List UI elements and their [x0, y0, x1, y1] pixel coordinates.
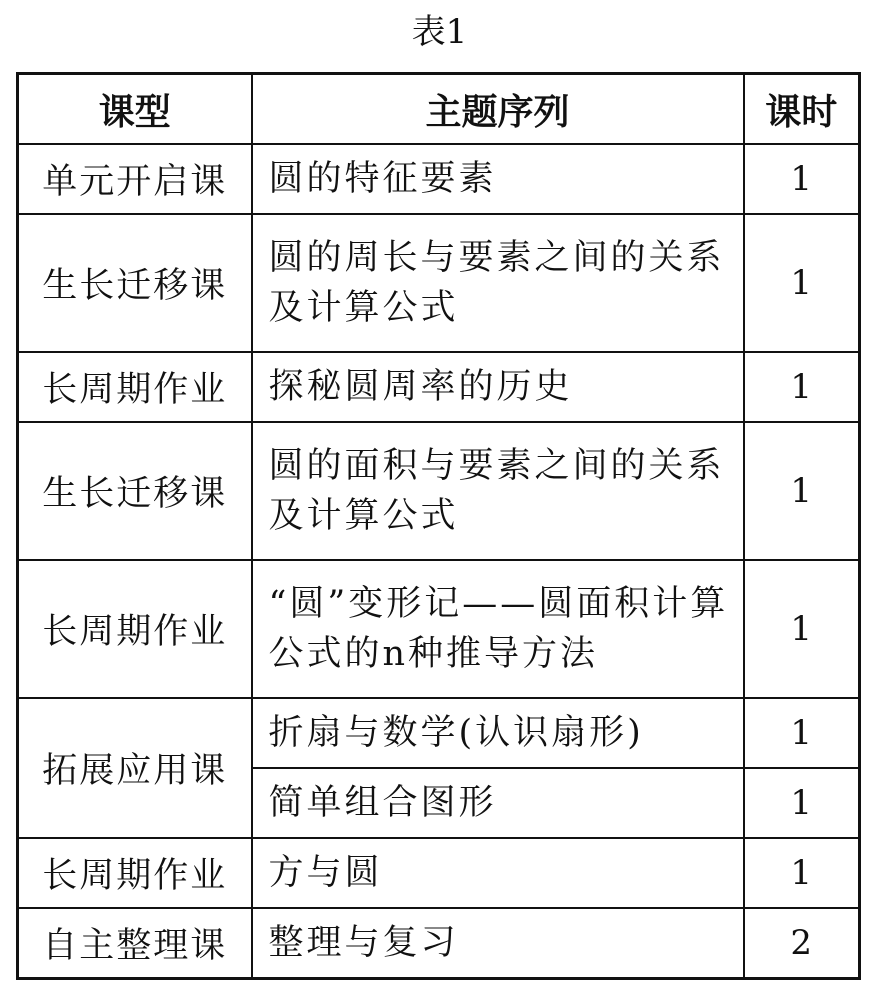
cell-topic: 圆的周长与要素之间的关系及计算公式 [252, 214, 744, 352]
cell-topic: 简单组合图形 [252, 768, 744, 838]
table-row [18, 838, 860, 908]
cell-topic: 探秘圆周率的历史 [252, 352, 744, 422]
cell-type: 长周期作业 [18, 560, 252, 698]
cell-topic: 方与圆 [252, 838, 744, 908]
cell-type: 单元开启课 [18, 144, 252, 214]
cell-type: 生长迁移课 [18, 422, 252, 560]
cell-type: 长周期作业 [18, 838, 252, 908]
cell-hours: 2 [744, 908, 860, 979]
cell-type: 拓展应用课 [18, 698, 252, 838]
header-type: 课型 [18, 74, 252, 145]
cell-hours: 1 [744, 560, 860, 698]
table-row [18, 560, 860, 698]
table-row [18, 422, 860, 560]
table-row [18, 908, 860, 979]
cell-topic: 圆的特征要素 [252, 144, 744, 214]
cell-topic: “圆”变形记——圆面积计算公式的n种推导方法 [252, 560, 744, 698]
cell-topic: 折扇与数学(认识扇形) [252, 698, 744, 768]
cell-hours: 1 [744, 422, 860, 560]
cell-hours: 1 [744, 144, 860, 214]
cell-topic: 圆的面积与要素之间的关系及计算公式 [252, 422, 744, 560]
table-row [18, 214, 860, 352]
cell-type: 生长迁移课 [18, 214, 252, 352]
table-caption: 表1 [411, 12, 468, 52]
table-row [18, 352, 860, 422]
cell-topic: 整理与复习 [252, 908, 744, 979]
header-hours: 课时 [744, 74, 860, 145]
cell-hours: 1 [744, 768, 860, 838]
table-row [18, 698, 860, 768]
cell-hours: 1 [744, 214, 860, 352]
cell-hours: 1 [744, 698, 860, 768]
cell-type: 长周期作业 [18, 352, 252, 422]
cell-hours: 1 [744, 838, 860, 908]
cell-type: 自主整理课 [18, 908, 252, 979]
table-row [18, 144, 860, 214]
header-topic: 主题序列 [252, 74, 744, 145]
cell-hours: 1 [744, 352, 860, 422]
course-table [16, 72, 861, 980]
course-table-container [16, 72, 858, 980]
table-header-row [18, 74, 860, 145]
